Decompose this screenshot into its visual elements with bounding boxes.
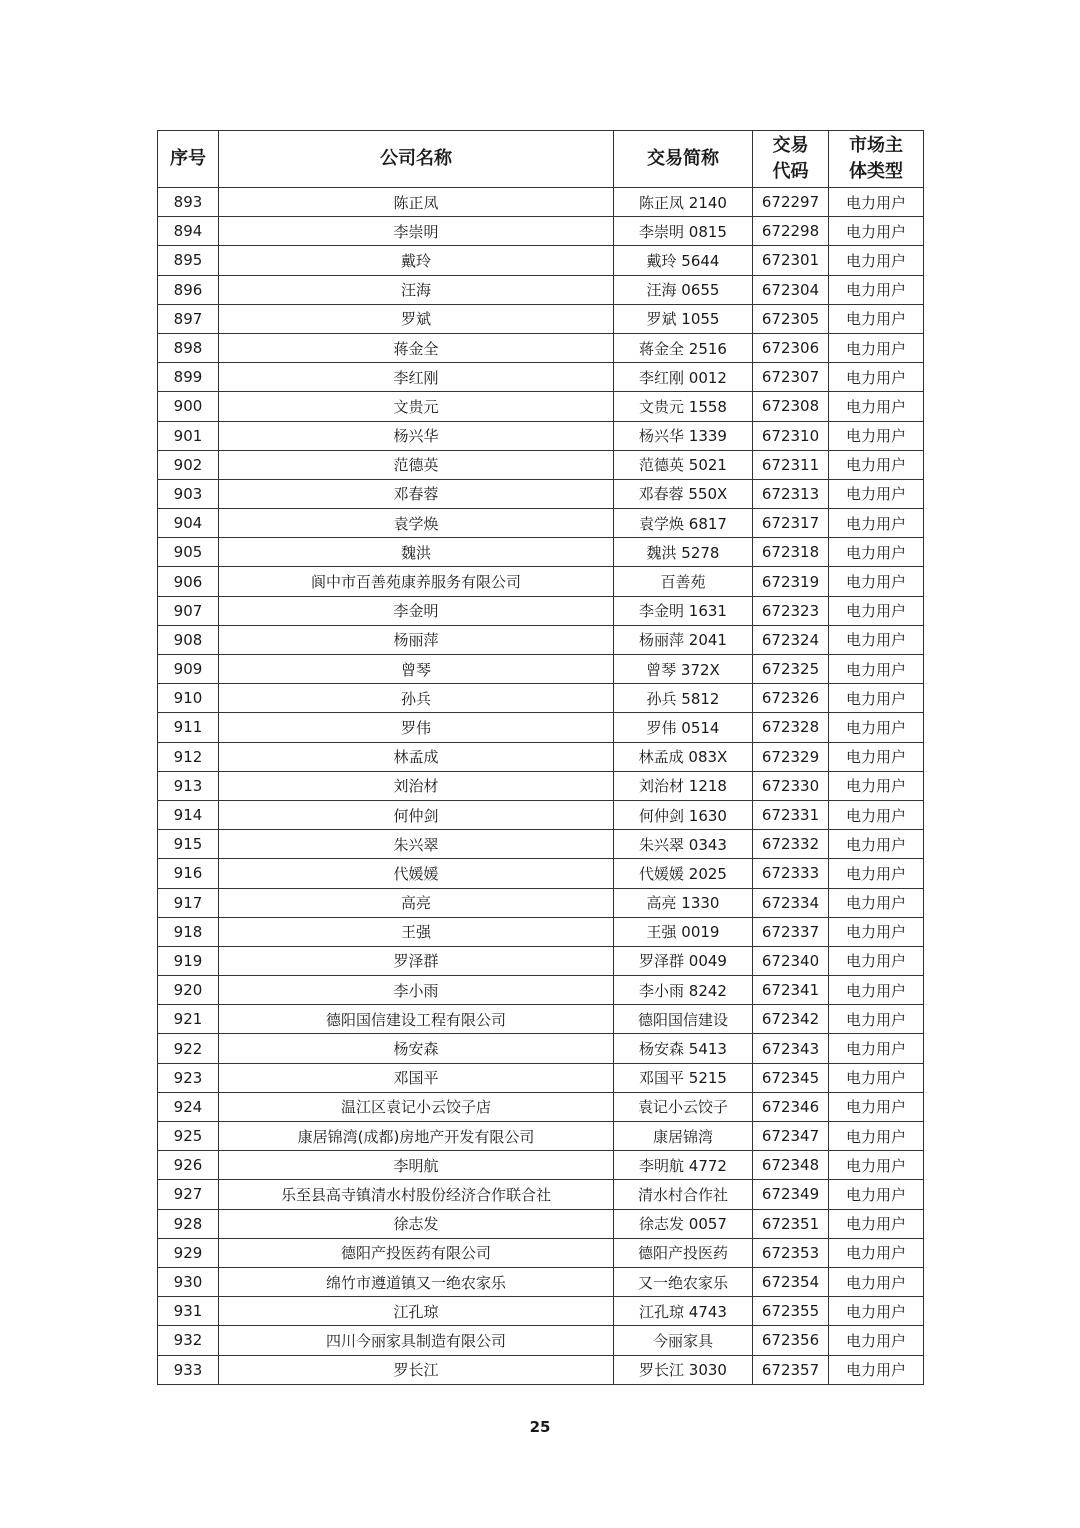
cell-market-type: 电力用户 bbox=[829, 509, 924, 538]
cell-trade-code: 672308 bbox=[753, 392, 829, 421]
cell-company-name: 徐志发 bbox=[219, 1209, 614, 1238]
cell-company-name: 罗斌 bbox=[219, 304, 614, 333]
table-row bbox=[158, 1122, 924, 1151]
cell-trade-code: 672301 bbox=[753, 246, 829, 275]
cell-market-type: 电力用户 bbox=[829, 1238, 924, 1267]
cell-seq: 895 bbox=[158, 246, 219, 275]
table-row bbox=[158, 917, 924, 946]
table-row bbox=[158, 625, 924, 654]
table-row bbox=[158, 830, 924, 859]
cell-company-name: 罗伟 bbox=[219, 713, 614, 742]
table-row bbox=[158, 1209, 924, 1238]
cell-market-type: 电力用户 bbox=[829, 596, 924, 625]
cell-company-name: 文贵元 bbox=[219, 392, 614, 421]
cell-market-type: 电力用户 bbox=[829, 684, 924, 713]
cell-market-type: 电力用户 bbox=[829, 1297, 924, 1326]
cell-trade-code: 672331 bbox=[753, 800, 829, 829]
table-row bbox=[158, 450, 924, 479]
cell-trade-short-name: 又一绝农家乐 bbox=[614, 1267, 753, 1296]
cell-trade-code: 672330 bbox=[753, 771, 829, 800]
cell-market-type: 电力用户 bbox=[829, 713, 924, 742]
cell-trade-short-name: 邓春蓉 550X bbox=[614, 479, 753, 508]
cell-company-name: 德阳国信建设工程有限公司 bbox=[219, 1005, 614, 1034]
cell-trade-short-name: 杨丽萍 2041 bbox=[614, 625, 753, 654]
cell-trade-code: 672318 bbox=[753, 538, 829, 567]
table-row bbox=[158, 275, 924, 304]
cell-trade-code: 672306 bbox=[753, 333, 829, 362]
cell-trade-code: 672356 bbox=[753, 1326, 829, 1355]
cell-trade-code: 672317 bbox=[753, 509, 829, 538]
table-row bbox=[158, 363, 924, 392]
table-row bbox=[158, 1326, 924, 1355]
cell-trade-short-name: 林孟成 083X bbox=[614, 742, 753, 771]
header-market-type bbox=[829, 131, 924, 188]
cell-seq: 914 bbox=[158, 800, 219, 829]
cell-company-name: 孙兵 bbox=[219, 684, 614, 713]
cell-trade-short-name: 罗泽群 0049 bbox=[614, 946, 753, 975]
cell-market-type: 电力用户 bbox=[829, 217, 924, 246]
cell-trade-code: 672357 bbox=[753, 1355, 829, 1384]
cell-market-type: 电力用户 bbox=[829, 538, 924, 567]
cell-seq: 927 bbox=[158, 1180, 219, 1209]
cell-company-name: 朱兴翠 bbox=[219, 830, 614, 859]
cell-market-type: 电力用户 bbox=[829, 655, 924, 684]
table-row bbox=[158, 188, 924, 217]
cell-seq: 902 bbox=[158, 450, 219, 479]
cell-trade-short-name: 今丽家具 bbox=[614, 1326, 753, 1355]
cell-trade-short-name: 汪海 0655 bbox=[614, 275, 753, 304]
table-row bbox=[158, 1238, 924, 1267]
cell-trade-short-name: 代媛媛 2025 bbox=[614, 859, 753, 888]
cell-trade-code: 672348 bbox=[753, 1151, 829, 1180]
table-row bbox=[158, 800, 924, 829]
cell-trade-code: 672340 bbox=[753, 946, 829, 975]
cell-trade-code: 672313 bbox=[753, 479, 829, 508]
table-row bbox=[158, 771, 924, 800]
cell-company-name: 阆中市百善苑康养服务有限公司 bbox=[219, 567, 614, 596]
cell-market-type: 电力用户 bbox=[829, 333, 924, 362]
table-row bbox=[158, 479, 924, 508]
cell-trade-code: 672349 bbox=[753, 1180, 829, 1209]
cell-company-name: 罗泽群 bbox=[219, 946, 614, 975]
cell-trade-short-name: 王强 0019 bbox=[614, 917, 753, 946]
cell-market-type: 电力用户 bbox=[829, 1209, 924, 1238]
cell-seq: 926 bbox=[158, 1151, 219, 1180]
cell-seq: 929 bbox=[158, 1238, 219, 1267]
cell-trade-short-name: 戴玲 5644 bbox=[614, 246, 753, 275]
cell-trade-short-name: 魏洪 5278 bbox=[614, 538, 753, 567]
cell-company-name: 乐至县高寺镇清水村股份经济合作联合社 bbox=[219, 1180, 614, 1209]
cell-trade-code: 672354 bbox=[753, 1267, 829, 1296]
cell-seq: 900 bbox=[158, 392, 219, 421]
table-row bbox=[158, 509, 924, 538]
cell-trade-short-name: 李红刚 0012 bbox=[614, 363, 753, 392]
cell-company-name: 德阳产投医药有限公司 bbox=[219, 1238, 614, 1267]
cell-trade-short-name: 百善苑 bbox=[614, 567, 753, 596]
cell-company-name: 李金明 bbox=[219, 596, 614, 625]
cell-company-name: 杨兴华 bbox=[219, 421, 614, 450]
cell-trade-code: 672329 bbox=[753, 742, 829, 771]
cell-trade-code: 672304 bbox=[753, 275, 829, 304]
table-row bbox=[158, 684, 924, 713]
cell-seq: 911 bbox=[158, 713, 219, 742]
cell-company-name: 魏洪 bbox=[219, 538, 614, 567]
cell-trade-code: 672333 bbox=[753, 859, 829, 888]
cell-seq: 898 bbox=[158, 333, 219, 362]
header-trade-code-line2: 代码 bbox=[772, 161, 809, 182]
cell-trade-code: 672347 bbox=[753, 1122, 829, 1151]
cell-seq: 894 bbox=[158, 217, 219, 246]
cell-market-type: 电力用户 bbox=[829, 246, 924, 275]
cell-seq: 925 bbox=[158, 1122, 219, 1151]
table-row bbox=[158, 1063, 924, 1092]
cell-trade-short-name: 范德英 5021 bbox=[614, 450, 753, 479]
cell-trade-code: 672332 bbox=[753, 830, 829, 859]
cell-market-type: 电力用户 bbox=[829, 1092, 924, 1121]
cell-seq: 923 bbox=[158, 1063, 219, 1092]
cell-company-name: 代媛媛 bbox=[219, 859, 614, 888]
cell-company-name: 康居锦湾(成都)房地产开发有限公司 bbox=[219, 1122, 614, 1151]
table-row bbox=[158, 1034, 924, 1063]
cell-seq: 932 bbox=[158, 1326, 219, 1355]
cell-seq: 915 bbox=[158, 830, 219, 859]
cell-trade-short-name: 徐志发 0057 bbox=[614, 1209, 753, 1238]
cell-seq: 896 bbox=[158, 275, 219, 304]
cell-market-type: 电力用户 bbox=[829, 1005, 924, 1034]
header-row bbox=[158, 131, 924, 188]
cell-trade-code: 672305 bbox=[753, 304, 829, 333]
cell-trade-short-name: 邓国平 5215 bbox=[614, 1063, 753, 1092]
cell-trade-short-name: 罗长江 3030 bbox=[614, 1355, 753, 1384]
table-row bbox=[158, 1180, 924, 1209]
cell-company-name: 罗长江 bbox=[219, 1355, 614, 1384]
table-row bbox=[158, 888, 924, 917]
cell-trade-short-name: 高亮 1330 bbox=[614, 888, 753, 917]
cell-trade-short-name: 杨兴华 1339 bbox=[614, 421, 753, 450]
table-row bbox=[158, 1092, 924, 1121]
table-row bbox=[158, 655, 924, 684]
cell-trade-short-name: 朱兴翠 0343 bbox=[614, 830, 753, 859]
cell-trade-code: 672334 bbox=[753, 888, 829, 917]
cell-trade-code: 672323 bbox=[753, 596, 829, 625]
cell-company-name: 温江区袁记小云饺子店 bbox=[219, 1092, 614, 1121]
cell-market-type: 电力用户 bbox=[829, 1122, 924, 1151]
cell-market-type: 电力用户 bbox=[829, 392, 924, 421]
cell-company-name: 李红刚 bbox=[219, 363, 614, 392]
cell-trade-short-name: 德阳国信建设 bbox=[614, 1005, 753, 1034]
cell-company-name: 江孔琼 bbox=[219, 1297, 614, 1326]
header-market-type-line2: 体类型 bbox=[849, 161, 903, 182]
cell-company-name: 刘治材 bbox=[219, 771, 614, 800]
table-row bbox=[158, 333, 924, 362]
cell-market-type: 电力用户 bbox=[829, 859, 924, 888]
cell-trade-short-name: 康居锦湾 bbox=[614, 1122, 753, 1151]
cell-trade-short-name: 李崇明 0815 bbox=[614, 217, 753, 246]
cell-market-type: 电力用户 bbox=[829, 304, 924, 333]
cell-trade-short-name: 杨安森 5413 bbox=[614, 1034, 753, 1063]
cell-market-type: 电力用户 bbox=[829, 1063, 924, 1092]
cell-trade-short-name: 清水村合作社 bbox=[614, 1180, 753, 1209]
cell-seq: 901 bbox=[158, 421, 219, 450]
cell-trade-short-name: 李明航 4772 bbox=[614, 1151, 753, 1180]
cell-trade-code: 672298 bbox=[753, 217, 829, 246]
cell-company-name: 四川今丽家具制造有限公司 bbox=[219, 1326, 614, 1355]
cell-seq: 930 bbox=[158, 1267, 219, 1296]
cell-trade-short-name: 刘治材 1218 bbox=[614, 771, 753, 800]
cell-seq: 921 bbox=[158, 1005, 219, 1034]
cell-trade-code: 672355 bbox=[753, 1297, 829, 1326]
header-trade-code bbox=[753, 131, 829, 188]
cell-trade-short-name: 孙兵 5812 bbox=[614, 684, 753, 713]
cell-market-type: 电力用户 bbox=[829, 742, 924, 771]
cell-seq: 899 bbox=[158, 363, 219, 392]
cell-trade-code: 672307 bbox=[753, 363, 829, 392]
cell-seq: 922 bbox=[158, 1034, 219, 1063]
table-row bbox=[158, 713, 924, 742]
cell-seq: 920 bbox=[158, 976, 219, 1005]
cell-company-name: 李小雨 bbox=[219, 976, 614, 1005]
table-row bbox=[158, 304, 924, 333]
cell-company-name: 蒋金全 bbox=[219, 333, 614, 362]
cell-company-name: 王强 bbox=[219, 917, 614, 946]
table-row bbox=[158, 567, 924, 596]
table-body bbox=[158, 188, 924, 1385]
cell-market-type: 电力用户 bbox=[829, 421, 924, 450]
cell-trade-short-name: 袁学焕 6817 bbox=[614, 509, 753, 538]
cell-trade-short-name: 陈正凤 2140 bbox=[614, 188, 753, 217]
table-row bbox=[158, 1005, 924, 1034]
header-trade-short-name: 交易简称 bbox=[614, 131, 753, 188]
cell-seq: 916 bbox=[158, 859, 219, 888]
cell-seq: 908 bbox=[158, 625, 219, 654]
cell-trade-short-name: 德阳产投医药 bbox=[614, 1238, 753, 1267]
cell-company-name: 邓春蓉 bbox=[219, 479, 614, 508]
cell-seq: 931 bbox=[158, 1297, 219, 1326]
table-row bbox=[158, 1297, 924, 1326]
cell-seq: 912 bbox=[158, 742, 219, 771]
cell-trade-short-name: 袁记小云饺子 bbox=[614, 1092, 753, 1121]
cell-trade-short-name: 罗斌 1055 bbox=[614, 304, 753, 333]
cell-company-name: 李崇明 bbox=[219, 217, 614, 246]
cell-market-type: 电力用户 bbox=[829, 1355, 924, 1384]
cell-market-type: 电力用户 bbox=[829, 1151, 924, 1180]
table-row bbox=[158, 1355, 924, 1384]
market-participant-table bbox=[157, 130, 924, 1385]
cell-trade-code: 672342 bbox=[753, 1005, 829, 1034]
cell-trade-code: 672325 bbox=[753, 655, 829, 684]
cell-seq: 904 bbox=[158, 509, 219, 538]
cell-seq: 893 bbox=[158, 188, 219, 217]
table-row bbox=[158, 946, 924, 975]
cell-trade-short-name: 罗伟 0514 bbox=[614, 713, 753, 742]
header-trade-code-line1: 交易 bbox=[772, 135, 809, 156]
cell-seq: 905 bbox=[158, 538, 219, 567]
cell-market-type: 电力用户 bbox=[829, 1034, 924, 1063]
cell-company-name: 袁学焕 bbox=[219, 509, 614, 538]
cell-trade-short-name: 江孔琼 4743 bbox=[614, 1297, 753, 1326]
cell-seq: 928 bbox=[158, 1209, 219, 1238]
cell-company-name: 曾琴 bbox=[219, 655, 614, 684]
header-seq: 序号 bbox=[158, 131, 219, 188]
header-market-type-line1: 市场主 bbox=[849, 135, 903, 156]
cell-trade-code: 672326 bbox=[753, 684, 829, 713]
table-row bbox=[158, 596, 924, 625]
cell-market-type: 电力用户 bbox=[829, 888, 924, 917]
table-row bbox=[158, 421, 924, 450]
cell-trade-code: 672297 bbox=[753, 188, 829, 217]
table-row bbox=[158, 392, 924, 421]
cell-trade-code: 672319 bbox=[753, 567, 829, 596]
cell-trade-short-name: 李小雨 8242 bbox=[614, 976, 753, 1005]
cell-trade-short-name: 何仲剑 1630 bbox=[614, 800, 753, 829]
cell-market-type: 电力用户 bbox=[829, 479, 924, 508]
table-row bbox=[158, 538, 924, 567]
cell-trade-code: 672353 bbox=[753, 1238, 829, 1267]
cell-company-name: 戴玲 bbox=[219, 246, 614, 275]
cell-trade-code: 672351 bbox=[753, 1209, 829, 1238]
header-company-name: 公司名称 bbox=[219, 131, 614, 188]
table-header bbox=[158, 131, 924, 188]
cell-market-type: 电力用户 bbox=[829, 188, 924, 217]
cell-seq: 917 bbox=[158, 888, 219, 917]
cell-seq: 906 bbox=[158, 567, 219, 596]
cell-company-name: 林孟成 bbox=[219, 742, 614, 771]
cell-market-type: 电力用户 bbox=[829, 1326, 924, 1355]
cell-trade-code: 672337 bbox=[753, 917, 829, 946]
table-row bbox=[158, 1151, 924, 1180]
cell-seq: 924 bbox=[158, 1092, 219, 1121]
cell-seq: 909 bbox=[158, 655, 219, 684]
table-row bbox=[158, 976, 924, 1005]
cell-market-type: 电力用户 bbox=[829, 1267, 924, 1296]
cell-trade-code: 672345 bbox=[753, 1063, 829, 1092]
cell-market-type: 电力用户 bbox=[829, 830, 924, 859]
cell-market-type: 电力用户 bbox=[829, 625, 924, 654]
cell-company-name: 汪海 bbox=[219, 275, 614, 304]
cell-seq: 919 bbox=[158, 946, 219, 975]
cell-trade-code: 672343 bbox=[753, 1034, 829, 1063]
table-row bbox=[158, 859, 924, 888]
cell-trade-code: 672310 bbox=[753, 421, 829, 450]
table-row bbox=[158, 742, 924, 771]
cell-market-type: 电力用户 bbox=[829, 771, 924, 800]
cell-trade-short-name: 蒋金全 2516 bbox=[614, 333, 753, 362]
cell-trade-short-name: 李金明 1631 bbox=[614, 596, 753, 625]
cell-market-type: 电力用户 bbox=[829, 976, 924, 1005]
cell-trade-short-name: 文贵元 1558 bbox=[614, 392, 753, 421]
cell-market-type: 电力用户 bbox=[829, 800, 924, 829]
cell-company-name: 李明航 bbox=[219, 1151, 614, 1180]
cell-market-type: 电力用户 bbox=[829, 567, 924, 596]
cell-company-name: 高亮 bbox=[219, 888, 614, 917]
cell-company-name: 杨安森 bbox=[219, 1034, 614, 1063]
table-row bbox=[158, 217, 924, 246]
cell-company-name: 范德英 bbox=[219, 450, 614, 479]
cell-company-name: 何仲剑 bbox=[219, 800, 614, 829]
cell-market-type: 电力用户 bbox=[829, 450, 924, 479]
cell-trade-code: 672341 bbox=[753, 976, 829, 1005]
cell-seq: 933 bbox=[158, 1355, 219, 1384]
cell-seq: 913 bbox=[158, 771, 219, 800]
cell-trade-code: 672324 bbox=[753, 625, 829, 654]
cell-market-type: 电力用户 bbox=[829, 363, 924, 392]
cell-company-name: 邓国平 bbox=[219, 1063, 614, 1092]
cell-trade-code: 672346 bbox=[753, 1092, 829, 1121]
cell-market-type: 电力用户 bbox=[829, 275, 924, 304]
cell-company-name: 杨丽萍 bbox=[219, 625, 614, 654]
cell-seq: 918 bbox=[158, 917, 219, 946]
cell-trade-code: 672328 bbox=[753, 713, 829, 742]
cell-company-name: 陈正凤 bbox=[219, 188, 614, 217]
table-row bbox=[158, 1267, 924, 1296]
page-number: 25 bbox=[529, 1418, 551, 1436]
cell-trade-short-name: 曾琴 372X bbox=[614, 655, 753, 684]
cell-company-name: 绵竹市遵道镇又一绝农家乐 bbox=[219, 1267, 614, 1296]
cell-seq: 903 bbox=[158, 479, 219, 508]
cell-market-type: 电力用户 bbox=[829, 946, 924, 975]
cell-market-type: 电力用户 bbox=[829, 917, 924, 946]
table-row bbox=[158, 246, 924, 275]
cell-seq: 897 bbox=[158, 304, 219, 333]
cell-market-type: 电力用户 bbox=[829, 1180, 924, 1209]
cell-seq: 910 bbox=[158, 684, 219, 713]
cell-trade-code: 672311 bbox=[753, 450, 829, 479]
cell-seq: 907 bbox=[158, 596, 219, 625]
